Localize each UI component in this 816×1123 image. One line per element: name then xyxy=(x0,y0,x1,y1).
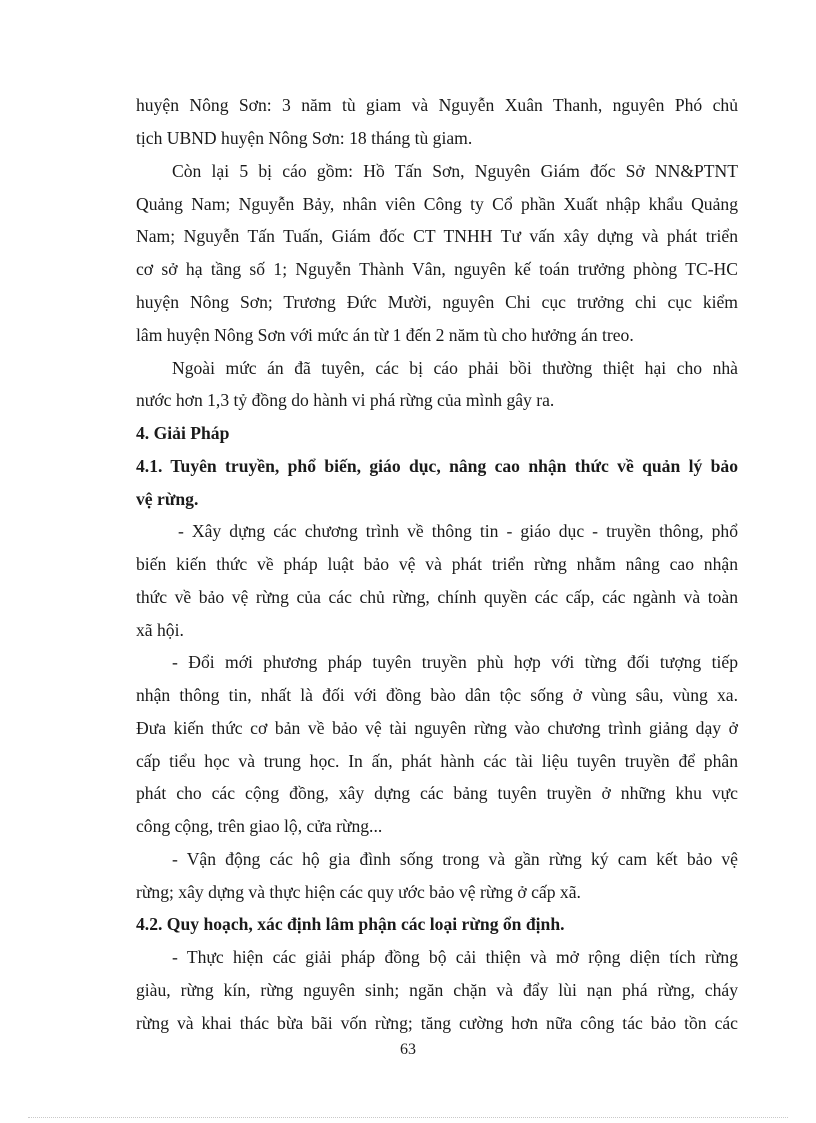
text-line: rừng; xây dựng và thực hiện các quy ước bảo vệ rừng ở cấp xã. xyxy=(136,882,581,902)
text-line: nước hơn 1,3 tỷ đồng do hành vi phá rừng của mình gây ra. xyxy=(136,390,555,410)
text-line: cấp tiểu học và trung học. In ấn, phát hành các tài liệu tuyên truyền để phân xyxy=(136,751,738,771)
text-line: xã hội. xyxy=(136,620,184,640)
text-line: tịch UBND huyện Nông Sơn: 18 tháng tù giam. xyxy=(136,128,473,148)
text-line: giàu, rừng kín, rừng nguyên sinh; ngăn chặn và đẩy lùi nạn phá rừng, cháy xyxy=(136,980,738,1000)
text-line: lâm huyện Nông Sơn với mức án từ 1 đến 2 năm tù cho hưởng án treo. xyxy=(136,325,634,345)
page-bottom-divider xyxy=(28,1117,788,1118)
text-line: Ngoài mức án đã tuyên, các bị cáo phải bồi thường thiệt hại cho nhà xyxy=(172,358,738,378)
text-line: rừng và khai thác bừa bãi vốn rừng; tăng cường hơn nữa công tác bảo tồn các xyxy=(136,1013,738,1033)
text-line: Còn lại 5 bị cáo gồm: Hồ Tấn Sơn, Nguyên Giám đốc Sở NN&PTNT xyxy=(172,161,738,181)
text-line: công cộng, trên giao lộ, cửa rừng... xyxy=(136,816,383,836)
bullet-line: - Thực hiện các giải pháp đồng bộ cải thiện và mở rộng diện tích rừng xyxy=(172,947,738,967)
section-heading: 4. Giải Pháp xyxy=(136,423,230,443)
text-line: phát cho các cộng đồng, xây dựng các bảng tuyên truyền ở những khu vực xyxy=(136,783,738,803)
text-line: huyện Nông Sơn; Trương Đức Mười, nguyên Chi cục trưởng chi cục kiểm xyxy=(136,292,738,312)
subsection-heading: 4.1. Tuyên truyền, phổ biến, giáo dục, nâng cao nhận thức về quản lý bảo xyxy=(136,456,738,476)
subsection-heading: 4.2. Quy hoạch, xác định lâm phận các loại rừng ổn định. xyxy=(136,914,565,934)
text-line: Đưa kiến thức cơ bản về bảo vệ tài nguyên rừng vào chương trình giảng dạy ở xyxy=(136,718,738,738)
text-line: biến kiến thức về pháp luật bảo vệ và phát triển rừng nhằm nâng cao nhận xyxy=(136,554,738,574)
page-number: 63 xyxy=(400,1041,416,1058)
text-line: huyện Nông Sơn: 3 năm tù giam và Nguyễn Xuân Thanh, nguyên Phó chủ xyxy=(136,95,738,115)
bullet-line: - Xây dựng các chương trình về thông tin - giáo dục - truyền thông, phổ xyxy=(178,521,738,541)
text-line: nhận thông tin, nhất là đối với đồng bào dân tộc sống ở vùng sâu, vùng xa. xyxy=(136,685,738,705)
text-line: Quảng Nam; Nguyễn Bảy, nhân viên Công ty Cổ phần Xuất nhập khẩu Quảng xyxy=(136,194,738,214)
subsection-heading-continued: vệ rừng. xyxy=(136,489,199,509)
bullet-line: - Vận động các hộ gia đình sống trong và gần rừng ký cam kết bảo vệ xyxy=(172,849,738,869)
text-line: thức về bảo vệ rừng của các chủ rừng, chính quyền các cấp, các ngành và toàn xyxy=(136,587,738,607)
text-line: Nam; Nguyễn Tấn Tuấn, Giám đốc CT TNHH Tư vấn xây dựng và phát triển xyxy=(136,226,738,246)
text-line: cơ sở hạ tầng số 1; Nguyễn Thành Vân, nguyên kế toán trưởng phòng TC-HC xyxy=(136,259,738,279)
bullet-line: - Đổi mới phương pháp tuyên truyền phù hợp với từng đối tượng tiếp xyxy=(172,652,738,672)
